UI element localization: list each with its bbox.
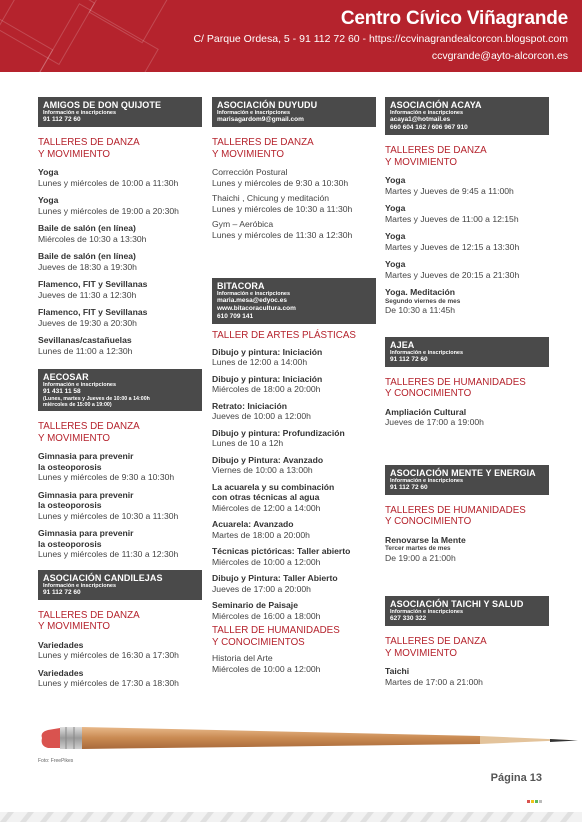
activity-item: Dibujo y pintura: Profundización Lunes de 10 a 12h	[212, 427, 345, 448]
category-title: TALLER DE ARTES PLÁSTICAS	[212, 330, 356, 341]
org-header-bitacora	[212, 278, 376, 324]
category-title: TALLERES DE HUMANIDADES Y CONOCIMIENTO	[385, 504, 526, 527]
activity-item: Dibujo y pintura: Iniciación Miércoles de 18:00 a 20:00h	[212, 373, 323, 394]
org-header-amigos-don-quijote	[38, 97, 202, 127]
activity-item: Dibujo y Pintura: Taller Abierto Jueves de 17:00 a 20:00h	[212, 573, 338, 594]
category-title: TALLERES DE DANZA Y MOVIMIENTO	[38, 609, 140, 633]
category-title: TALLERES DE DANZA Y MOVIMIENTO	[38, 137, 140, 160]
org-phone: 610 709 141	[217, 313, 254, 320]
org-email[interactable]: acaya1@hotmail.es	[390, 116, 451, 123]
activity-item: Gimnasia para prevenir la osteoporosis Lunes y miércoles de 11:30 a 12:30h	[38, 528, 179, 560]
activity-list	[385, 535, 549, 564]
org-name: AJEA	[390, 339, 415, 350]
column-1	[38, 97, 202, 696]
org-header-candilejas	[38, 570, 202, 600]
org-name: AMIGOS DE DON QUIJOTE	[43, 100, 162, 110]
activity-item: Yoga Martes y Jueves de 11:00 a 12:15h	[385, 203, 519, 224]
activity-list	[38, 451, 202, 560]
activity-item: Técnicas pictóricas: Taller abierto Miércoles de 10:00 a 12:00h	[212, 546, 351, 567]
activity-item: Flamenco, FIT y Sevillanas Jueves de 19:30 a 20:30h	[38, 307, 148, 328]
activity-list	[38, 640, 202, 689]
activity-item: Renovarse la Mente Tercer martes de mes De 19:00 a 21:00h	[385, 534, 466, 563]
org-name: ASOCIACIÓN DUYUDU	[217, 100, 318, 110]
footer-stripes	[0, 812, 582, 822]
activity-item: Baile de salón (en línea) Jueves de 18:30 a 19:30h	[38, 251, 137, 272]
activity-item: La acuarela y su combinación con otras técnicas al agua Miércoles de 12:00 a 14:00h	[212, 481, 335, 513]
org-website[interactable]: www.bitacoracultura.com	[217, 305, 296, 312]
activity-item: Variedades Lunes y miércoles de 17:30 a 18:30h	[38, 667, 179, 689]
activity-list	[212, 347, 376, 622]
page-number: Página 13	[490, 772, 542, 784]
org-email[interactable]: maria.mesa@edyoc.es	[217, 297, 287, 304]
activity-item: Dibujo y Pintura: Avanzado Viernes de 10:00 a 13:00h	[212, 454, 324, 475]
category-title: TALLERES DE DANZA Y MOVIMIENTO	[385, 636, 487, 659]
activity-item: Ampliación Cultural Jueves de 17:00 a 19:00h	[385, 406, 484, 427]
activity-item: Gimnasia para prevenir la osteoporosis Lunes y miércoles de 9:30 a 10:30h	[38, 451, 175, 483]
column-2	[212, 97, 376, 681]
org-phone: 660 604 162 / 606 967 910	[390, 124, 468, 131]
org-name: ASOCIACIÓN ACAYA	[390, 100, 482, 110]
page-header	[0, 0, 582, 72]
activity-item: Acuarela: Avanzado Martes de 18:00 a 20:00h	[212, 519, 310, 540]
category-title: TALLERES DE DANZA Y MOVIMIENTO	[385, 145, 487, 168]
activity-item: Flamenco, FIT y Sevillanas Jueves de 11:30 a 12:30h	[38, 279, 148, 300]
decorative-dots	[526, 790, 542, 808]
activity-item: Gym – Aeróbica Lunes y miércoles de 11:30 a 12:30h	[212, 219, 353, 240]
category-title: TALLERES DE DANZA Y MOVIMIENTO	[38, 421, 140, 444]
photo-credit: Foto: FreePikes	[38, 758, 74, 764]
org-header-acaya	[385, 97, 549, 135]
org-header-aecosar	[38, 369, 202, 411]
org-name: ASOCIACIÓN MENTE Y ENERGIA	[390, 467, 536, 478]
org-name: AECOSAR	[43, 372, 89, 382]
activity-item: Historia del Arte Miércoles de 10:00 a 12:00h	[212, 653, 321, 674]
org-phone: 91 112 72 60	[390, 483, 428, 491]
org-name: ASOCIACIÓN CANDILEJAS	[43, 572, 163, 583]
org-info-label: Información e inscripciones	[390, 477, 464, 484]
org-info-label: Información e inscripciones	[43, 110, 117, 116]
org-phone: 91 431 11 58	[43, 388, 81, 395]
org-header-taichi-y-salud	[385, 596, 549, 626]
activity-item: Yoga Martes y Jueves de 9:45 a 11:00h	[385, 175, 514, 196]
activity-list	[385, 175, 549, 316]
activity-item: Yoga Lunes y miércoles de 10:00 a 11:30h	[38, 167, 179, 188]
org-info-label: Información e inscripciones	[217, 291, 291, 297]
category-title: TALLERES DE HUMANIDADES Y CONOCIMIENTO	[385, 376, 526, 399]
org-phone: 627 330 322	[390, 615, 427, 622]
header-watermark	[0, 0, 180, 72]
org-name: BITACORA	[217, 281, 265, 291]
center-email[interactable]: ccvgrande@ayto-alcorcon.es	[431, 50, 568, 62]
org-info-label: Información e inscripciones	[390, 110, 464, 116]
org-header-ajea	[385, 337, 549, 367]
center-address: C/ Parque Ordesa, 5 - 91 112 72 60 - https://ccvinagrandealcorcon.blogspot.com	[193, 33, 568, 45]
activity-item: Thaichi , Chicung y meditación Lunes y miércoles de 10:30 a 11:30h	[212, 193, 353, 214]
category-title: TALLER DE HUMANIDADES Y CONOCIMIENTOS	[212, 625, 340, 648]
org-info-label: Información e inscripciones	[217, 110, 291, 116]
activity-item: Variedades Lunes y miércoles de 16:30 a 17:30h	[38, 639, 179, 661]
org-info-label: Información e inscripciones	[390, 609, 464, 615]
activity-list	[38, 167, 202, 356]
org-name: ASOCIACIÓN TAICHI Y SALUD	[390, 599, 524, 609]
activity-item: Taichi Martes de 17:00 a 21:00h	[385, 666, 483, 687]
org-phone: 91 112 72 60	[43, 116, 81, 123]
activity-item: Yoga Martes y Jueves de 12:15 a 13:30h	[385, 231, 520, 252]
org-email[interactable]: marisagardom9@gmail.com	[217, 116, 304, 123]
org-phone: 91 112 72 60	[43, 588, 81, 596]
category-title: TALLERES DE DANZA Y MOVIMIENTO	[212, 137, 314, 160]
activity-item: Baile de salón (en línea) Miércoles de 10:30 a 13:30h	[38, 223, 147, 244]
activity-item: Yoga Lunes y miércoles de 19:00 a 20:30h	[38, 195, 179, 216]
activity-list	[385, 666, 549, 687]
activity-item: Yoga. Meditación Segundo viernes de mes De 10:30 a 11:45h	[385, 287, 461, 315]
org-info-label: Información e inscripciones	[390, 349, 464, 356]
activity-list	[212, 653, 376, 674]
activity-item: Sevillanas/castañuelas Lunes de 11:00 a 12:30h	[38, 335, 133, 356]
activity-item: Corrección Postural Lunes y miércoles de 9:30 a 10:30h	[212, 167, 349, 188]
activity-list	[385, 407, 549, 428]
pencil-illustration	[40, 722, 580, 756]
column-3	[385, 97, 549, 694]
org-phone: 91 112 72 60	[390, 355, 428, 363]
activity-item: Retrato: Iniciación Jueves de 10:00 a 12:00h	[212, 400, 311, 421]
org-info-label: Información e inscripciones	[43, 382, 117, 388]
org-hours: (Lunes, martes y Jueves de 10:00 a 14:00h miércoles de 15:00 a 19:00)	[43, 396, 150, 409]
org-info-label: Información e inscripciones	[43, 582, 117, 589]
activity-list	[212, 167, 376, 240]
org-header-mente-y-energia	[385, 465, 549, 495]
activity-item: Gimnasia para prevenir la osteoporosis Lunes y miércoles de 10:30 a 11:30h	[38, 489, 179, 521]
org-header-duyudu	[212, 97, 376, 127]
activity-item: Seminario de Paisaje Miércoles de 16:00 a 18:00h	[212, 600, 321, 621]
center-title: Centro Cívico Viñagrande	[340, 8, 568, 29]
activity-item: Yoga Martes y Jueves de 20:15 a 21:30h	[385, 259, 520, 280]
activity-item: Dibujo y pintura: Iniciación Lunes de 12:00 a 14:00h	[212, 346, 323, 367]
